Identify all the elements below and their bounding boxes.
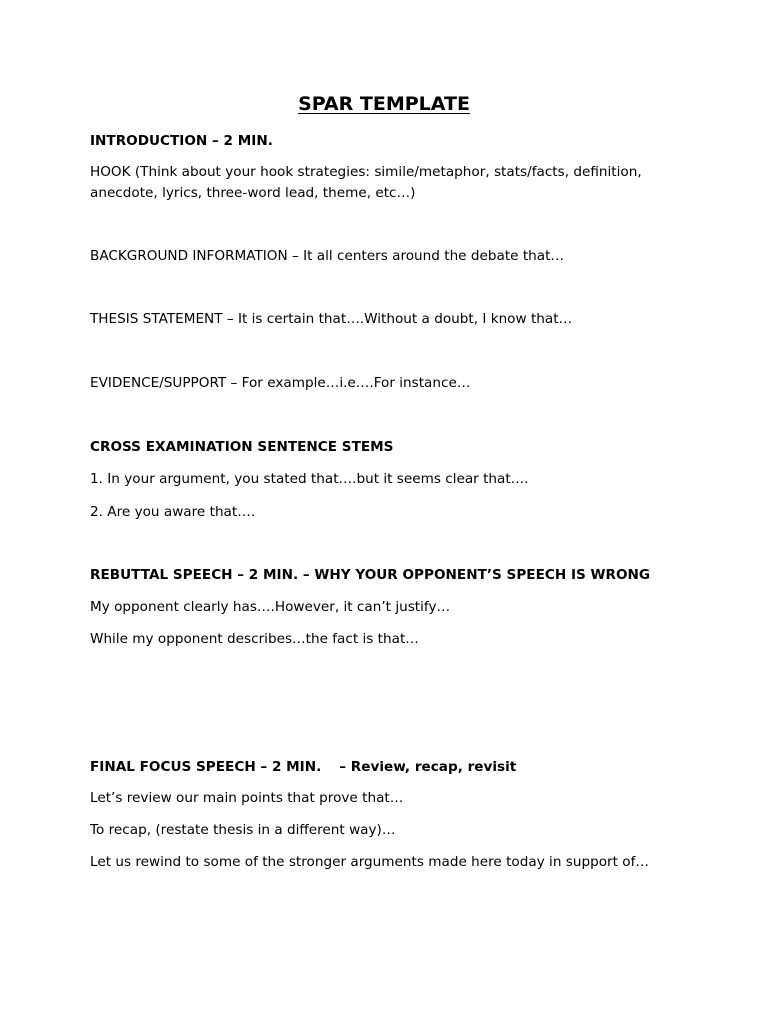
rebuttal-speech-heading: REBUTTAL SPEECH – 2 MIN. – WHY YOUR OPPONENT’S SPEECH IS WRONG (90, 567, 651, 583)
final-focus-stem-3: Let us rewind to some of the stronger arguments made here today in support of… (90, 854, 649, 870)
rebuttal-stem-2: While my opponent describes…the fact is that… (90, 631, 419, 647)
final-focus-stem-1: Let’s review our main points that prove that… (90, 790, 404, 806)
cross-examination-stem-2: 2. Are you aware that…. (90, 504, 256, 520)
cross-examination-heading: CROSS EXAMINATION SENTENCE STEMS (90, 439, 394, 455)
final-focus-heading-main: FINAL FOCUS SPEECH – 2 MIN. (90, 759, 322, 775)
final-focus-heading (90, 757, 690, 778)
final-focus-stem-2: To recap, (restate thesis in a different way)… (90, 822, 396, 838)
rebuttal-stem-1: My opponent clearly has….However, it can’t justify… (90, 599, 451, 615)
document-title: SPAR TEMPLATE (298, 93, 470, 115)
background-information-prompt: BACKGROUND INFORMATION – It all centers around the debate that… (90, 248, 565, 264)
hook-prompt: HOOK (Think about your hook strategies: simile/metaphor, stats/facts, definition, anecdote, lyrics, three-word lead, theme, etc…) (90, 164, 642, 201)
introduction-heading: INTRODUCTION – 2 MIN. (90, 133, 273, 149)
thesis-statement-prompt: THESIS STATEMENT – It is certain that….Without a doubt, I know that… (90, 311, 573, 327)
final-focus-heading-sub: – Review, recap, revisit (339, 759, 517, 775)
evidence-support-prompt: EVIDENCE/SUPPORT – For example…i.e….For instance… (90, 375, 471, 391)
cross-examination-stem-1: 1. In your argument, you stated that….but it seems clear that…. (90, 471, 529, 487)
